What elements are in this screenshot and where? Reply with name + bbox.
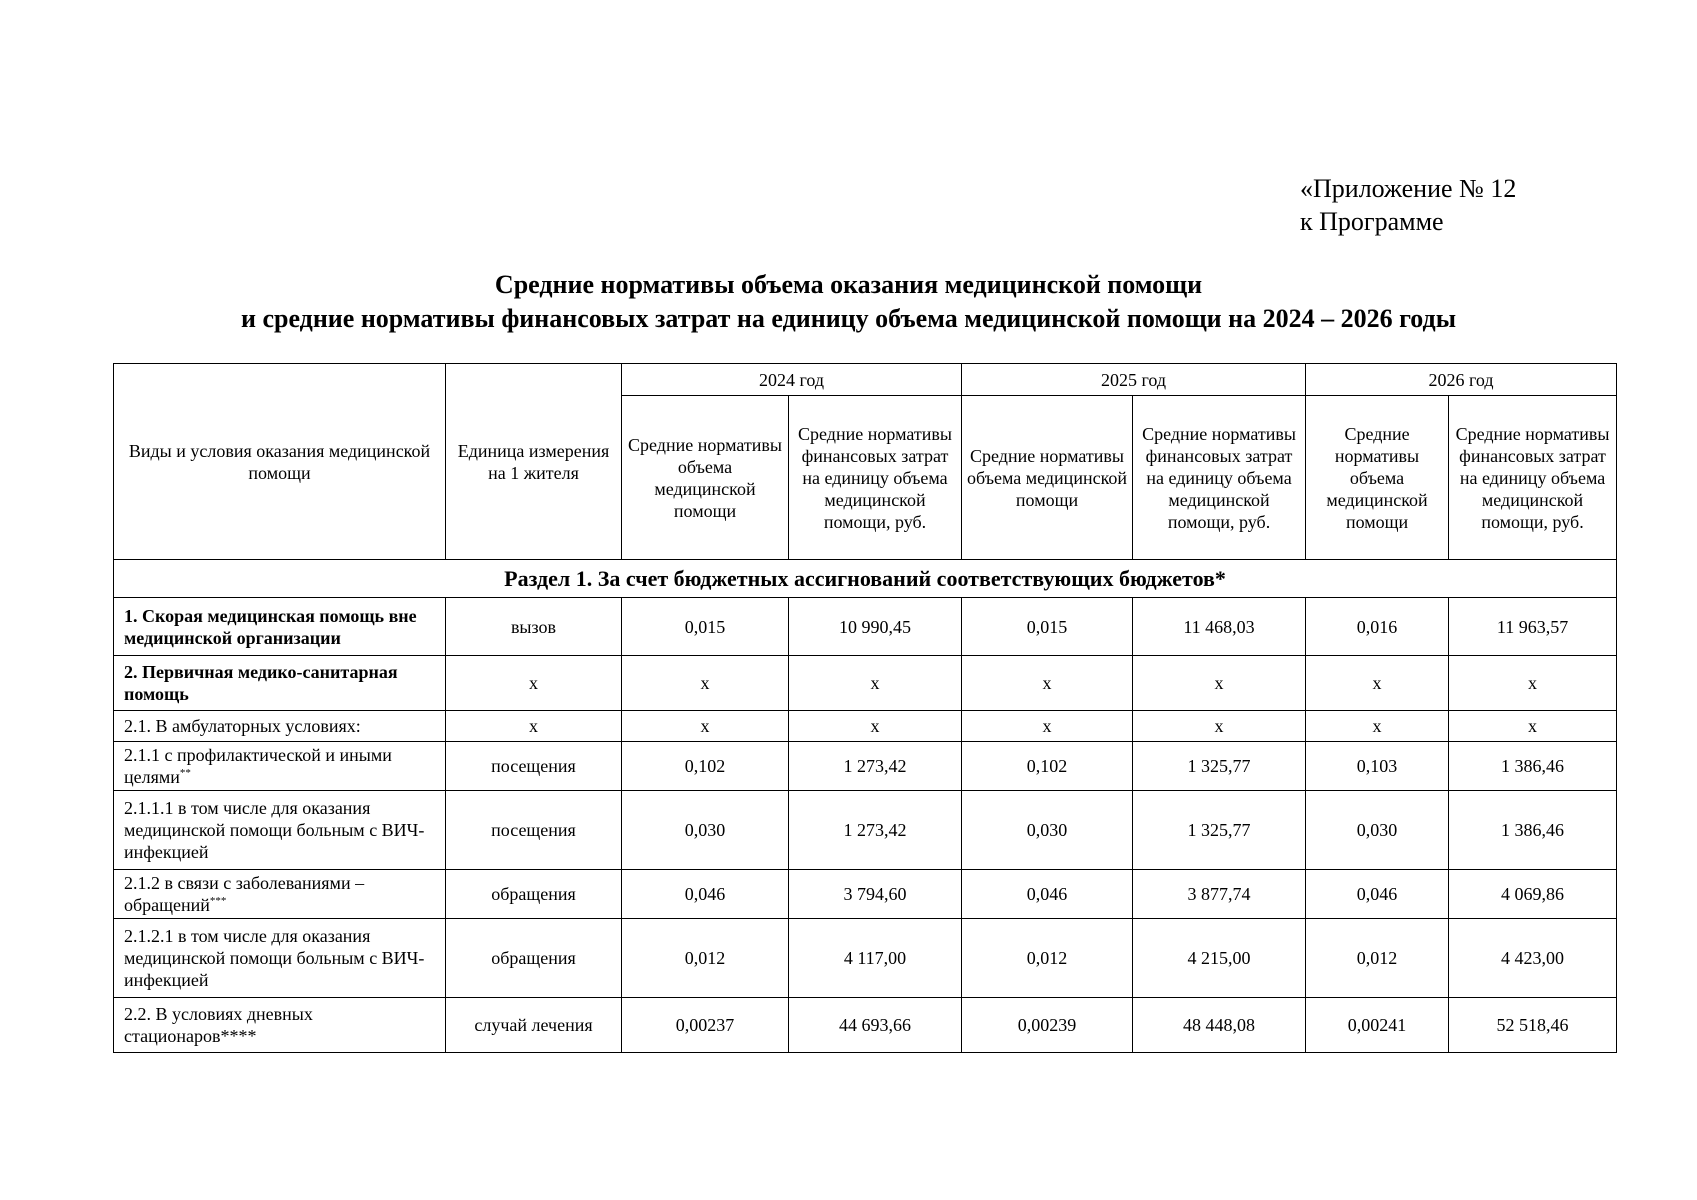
volume-value-cell: х [962,711,1133,742]
appendix-note [1300,172,1516,238]
header-unit: Единица измерения на 1 жителя [446,364,622,560]
table-row [114,998,1617,1053]
volume-value-cell: 0,015 [962,598,1133,656]
volume-value-cell: х [1306,711,1449,742]
row-name-cell [114,711,446,742]
row-name: 2.1.2.1 в том числе для оказания медицинской помощи больным с ВИЧ-инфекцией [124,926,425,990]
table-row [114,870,1617,919]
header-volume: Средние нормативы объема медицинской помощи [962,396,1133,560]
row-name-cell [114,919,446,998]
cost-value-cell: 52 518,46 [1449,998,1617,1053]
volume-value-cell: 0,046 [962,870,1133,919]
volume-value-cell: 0,103 [1306,742,1449,791]
table-row [114,919,1617,998]
row-name-cell [114,598,446,656]
appendix-number: «Приложение № 12 [1300,174,1517,203]
volume-value-cell: 0,012 [962,919,1133,998]
row-name-cell [114,742,446,791]
cost-value-cell: х [1449,711,1617,742]
unit-cell: посещения [446,742,622,791]
cost-value-cell: 1 325,77 [1133,742,1306,791]
header-cost: Средние нормативы финансовых затрат на единицу объема медицинской помощи, руб. [789,396,962,560]
section-heading: Раздел 1. За счет бюджетных ассигнований соответствующих бюджетов* [114,560,1617,598]
unit-cell: посещения [446,791,622,870]
cost-value-cell: 1 325,77 [1133,791,1306,870]
footnote-marker: *** [209,895,227,907]
volume-value-cell: 0,00241 [1306,998,1449,1053]
cost-value-cell: 3 877,74 [1133,870,1306,919]
unit-cell: обращения [446,919,622,998]
volume-value-cell: 0,00239 [962,998,1133,1053]
volume-value-cell: х [962,656,1133,711]
unit-cell: х [446,711,622,742]
unit-cell: случай лечения [446,998,622,1053]
volume-value-cell: 0,016 [1306,598,1449,656]
volume-value-cell: 0,012 [622,919,789,998]
unit-cell: вызов [446,598,622,656]
cost-value-cell: 1 273,42 [789,742,962,791]
volume-value-cell: х [622,656,789,711]
table-row [114,598,1617,656]
footnote-marker: ** [179,767,191,779]
unit-cell: обращения [446,870,622,919]
cost-value-cell: 44 693,66 [789,998,962,1053]
volume-value-cell: х [622,711,789,742]
title-line-2: и средние нормативы финансовых затрат на единицу объема медицинской помощи на 2024 – 2026 годы [240,304,1457,333]
volume-value-cell: х [1306,656,1449,711]
row-name-cell [114,998,446,1053]
header-year-2024: 2024 год [622,364,962,396]
cost-value-cell: 3 794,60 [789,870,962,919]
cost-value-cell: 10 990,45 [789,598,962,656]
cost-value-cell: 4 423,00 [1449,919,1617,998]
volume-value-cell: 0,102 [622,742,789,791]
cost-value-cell: х [1449,656,1617,711]
row-name-cell [114,791,446,870]
volume-value-cell: 0,046 [622,870,789,919]
cost-value-cell: х [789,711,962,742]
cost-value-cell: 1 386,46 [1449,791,1617,870]
title-line-1: Средние нормативы объема оказания медицинской помощи [494,270,1203,299]
unit-cell: х [446,656,622,711]
cost-value-cell: 11 468,03 [1133,598,1306,656]
header-year-2025: 2025 год [962,364,1306,396]
volume-value-cell: 0,030 [622,791,789,870]
row-name: 2.1.1 с профилактической и иными целями [124,745,392,787]
volume-value-cell: 0,015 [622,598,789,656]
row-name: 2.1.1.1 в том числе для оказания медицинской помощи больным с ВИЧ-инфекцией [124,798,425,862]
table-row [114,791,1617,870]
table-row [114,711,1617,742]
row-name: 2.1. В амбулаторных условиях: [124,716,361,736]
header-volume: Средние нормативы объема медицинской помощи [622,396,789,560]
row-name: 2.2. В условиях дневных стационаров**** [124,1004,313,1046]
cost-value-cell: 1 386,46 [1449,742,1617,791]
row-name: 2. Первичная медико-санитарная помощь [124,662,398,704]
row-name-cell [114,870,446,919]
cost-value-cell: х [1133,656,1306,711]
volume-value-cell: 0,030 [1306,791,1449,870]
header-kinds: Виды и условия оказания медицинской помощи [114,364,446,560]
volume-value-cell: 0,046 [1306,870,1449,919]
row-name: 2.1.2 в связи с заболеваниями – обращений [124,873,365,915]
cost-value-cell: 1 273,42 [789,791,962,870]
norms-table [113,363,1617,1053]
cost-value-cell: 48 448,08 [1133,998,1306,1053]
header-volume: Средние нормативы объема медицинской помощи [1306,396,1449,560]
cost-value-cell: 4 215,00 [1133,919,1306,998]
volume-value-cell: 0,030 [962,791,1133,870]
volume-value-cell: 0,00237 [622,998,789,1053]
header-year-2026: 2026 год [1306,364,1617,396]
header-cost: Средние нормативы финансовых затрат на единицу объема медицинской помощи, руб. [1449,396,1617,560]
volume-value-cell: 0,012 [1306,919,1449,998]
cost-value-cell: х [789,656,962,711]
row-name-cell [114,656,446,711]
cost-value-cell: 4 069,86 [1449,870,1617,919]
header-cost: Средние нормативы финансовых затрат на единицу объема медицинской помощи, руб. [1133,396,1306,560]
table-row [114,742,1617,791]
cost-value-cell: 11 963,57 [1449,598,1617,656]
appendix-reference: к Программе [1300,207,1444,236]
cost-value-cell: х [1133,711,1306,742]
document-title [0,268,1697,336]
volume-value-cell: 0,102 [962,742,1133,791]
row-name: 1. Скорая медицинская помощь вне медицинской организации [124,605,417,648]
cost-value-cell: 4 117,00 [789,919,962,998]
table-row [114,656,1617,711]
